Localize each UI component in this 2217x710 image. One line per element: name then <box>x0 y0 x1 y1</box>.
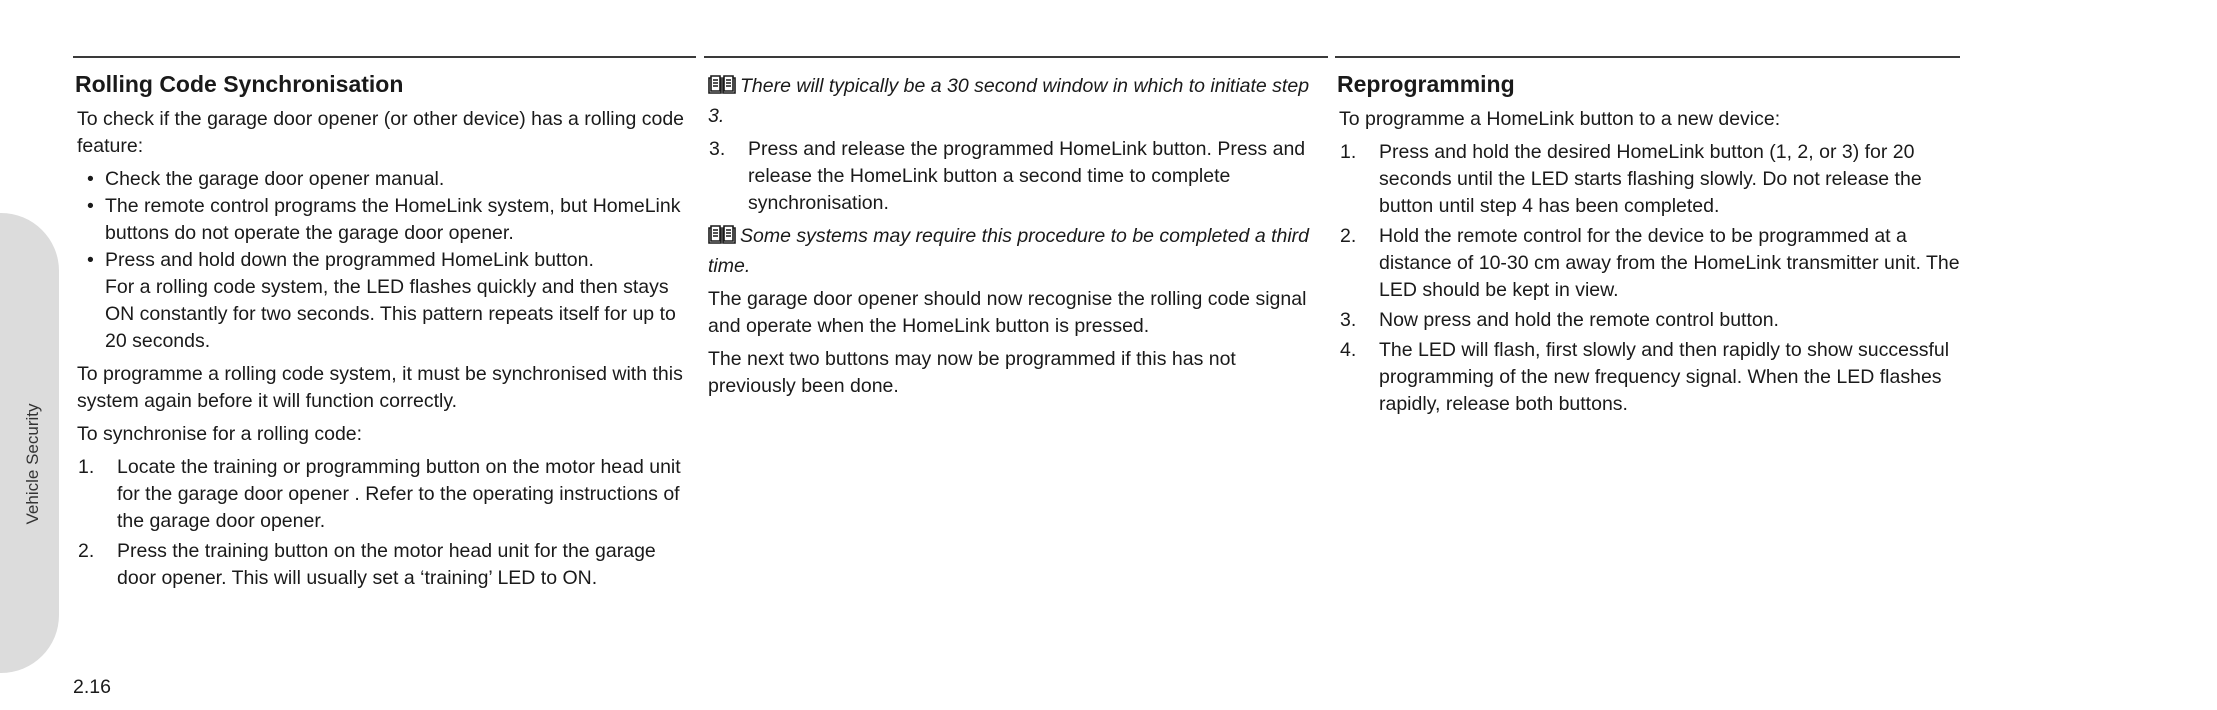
recognise-paragraph: The garage door opener should now recognise the rolling code signal and operate when the HomeLink button is pressed. <box>708 288 1307 337</box>
step-text: Hold the remote control for the device to be programmed at a distance of 10-30 cm away from the HomeLink transmitter unit. The LED should be kept in view. <box>1379 225 1960 301</box>
column-rolling-code <box>73 56 696 598</box>
step-text: The LED will flash, first slowly and then rapidly to show successful programming of the new frequency signal. When the LED flashes rapidly, release both buttons. <box>1379 339 1950 415</box>
list-item-text: Press and hold down the programmed HomeLink button. <box>105 249 594 271</box>
step-item <box>1335 307 1960 334</box>
note-paragraph <box>704 73 1328 130</box>
step-text: Now press and hold the remote control button. <box>1379 309 1779 331</box>
list-item <box>87 166 696 193</box>
sync-steps-continued <box>704 136 1328 217</box>
note-text: There will typically be a 30 second window in which to initiate step 3. <box>708 75 1310 127</box>
sync-steps <box>73 454 696 592</box>
page-number: 2.16 <box>73 676 111 698</box>
bullet-icon: • <box>87 168 94 190</box>
program-paragraph: To programme a rolling code system, it must be synchronised with this system again before it will function correctly. <box>77 363 683 412</box>
step-number: 3. <box>709 138 726 160</box>
bullet-icon: • <box>87 249 94 271</box>
list-item <box>87 247 696 355</box>
sync-paragraph: To synchronise for a rolling code: <box>77 423 363 445</box>
step-number: 3. <box>1340 309 1357 331</box>
step-item <box>73 538 696 592</box>
book-icon <box>708 225 736 253</box>
check-list <box>73 166 696 355</box>
list-item-text: Check the garage door opener manual. <box>105 168 445 190</box>
intro-paragraph: To programme a HomeLink button to a new device: <box>1339 108 1781 130</box>
step-number: 2. <box>1340 225 1357 247</box>
reprogramming-steps <box>1335 139 1960 418</box>
step-number: 1. <box>78 456 95 478</box>
step-item <box>1335 223 1960 304</box>
step-text: Press and hold the desired HomeLink button (1, 2, or 3) for 20 seconds until the LED starts flashing slowly. Do not release the button until step 4 has been completed. <box>1379 141 1922 217</box>
next-buttons-paragraph: The next two buttons may now be programmed if this has not previously been done. <box>708 348 1236 397</box>
step-text: Locate the training or programming button on the motor head unit for the garage door opener . Refer to the operating instructions of the garage door opener. <box>117 456 681 532</box>
list-item <box>87 193 696 247</box>
column-reprogramming <box>1335 56 1960 424</box>
list-item-text: The remote control programs the HomeLink system, but HomeLink buttons do not operate the garage door opener. <box>105 195 681 244</box>
step-item <box>1335 139 1960 220</box>
side-tab-label: Vehicle Security <box>23 403 42 525</box>
step-number: 1. <box>1340 141 1357 163</box>
column-continued <box>704 56 1328 406</box>
note-text: Some systems may require this procedure to be completed a third time. <box>708 225 1310 277</box>
bullet-icon: • <box>87 195 94 217</box>
book-icon <box>708 75 736 103</box>
intro-paragraph: To check if the garage door opener (or other device) has a rolling code feature: <box>77 108 685 157</box>
step-number: 4. <box>1340 339 1357 361</box>
step-number: 2. <box>78 540 95 562</box>
note-paragraph <box>704 223 1328 280</box>
step-text: Press and release the programmed HomeLink button. Press and release the HomeLink button a second time to complete synchronisation. <box>748 138 1306 214</box>
list-item-subtext: For a rolling code system, the LED flashes quickly and then stays ON constantly for two seconds. This pattern repeats itself for up to 20 seconds. <box>105 276 676 352</box>
step-text: Press the training button on the motor head unit for the garage door opener. This will usually set a ‘training’ LED to ON. <box>117 540 656 589</box>
step-item <box>73 454 696 535</box>
heading-reprogramming: Reprogramming <box>1337 71 1515 97</box>
heading-rolling-code: Rolling Code Synchronisation <box>75 71 404 97</box>
step-item <box>1335 337 1960 418</box>
step-item <box>704 136 1328 217</box>
